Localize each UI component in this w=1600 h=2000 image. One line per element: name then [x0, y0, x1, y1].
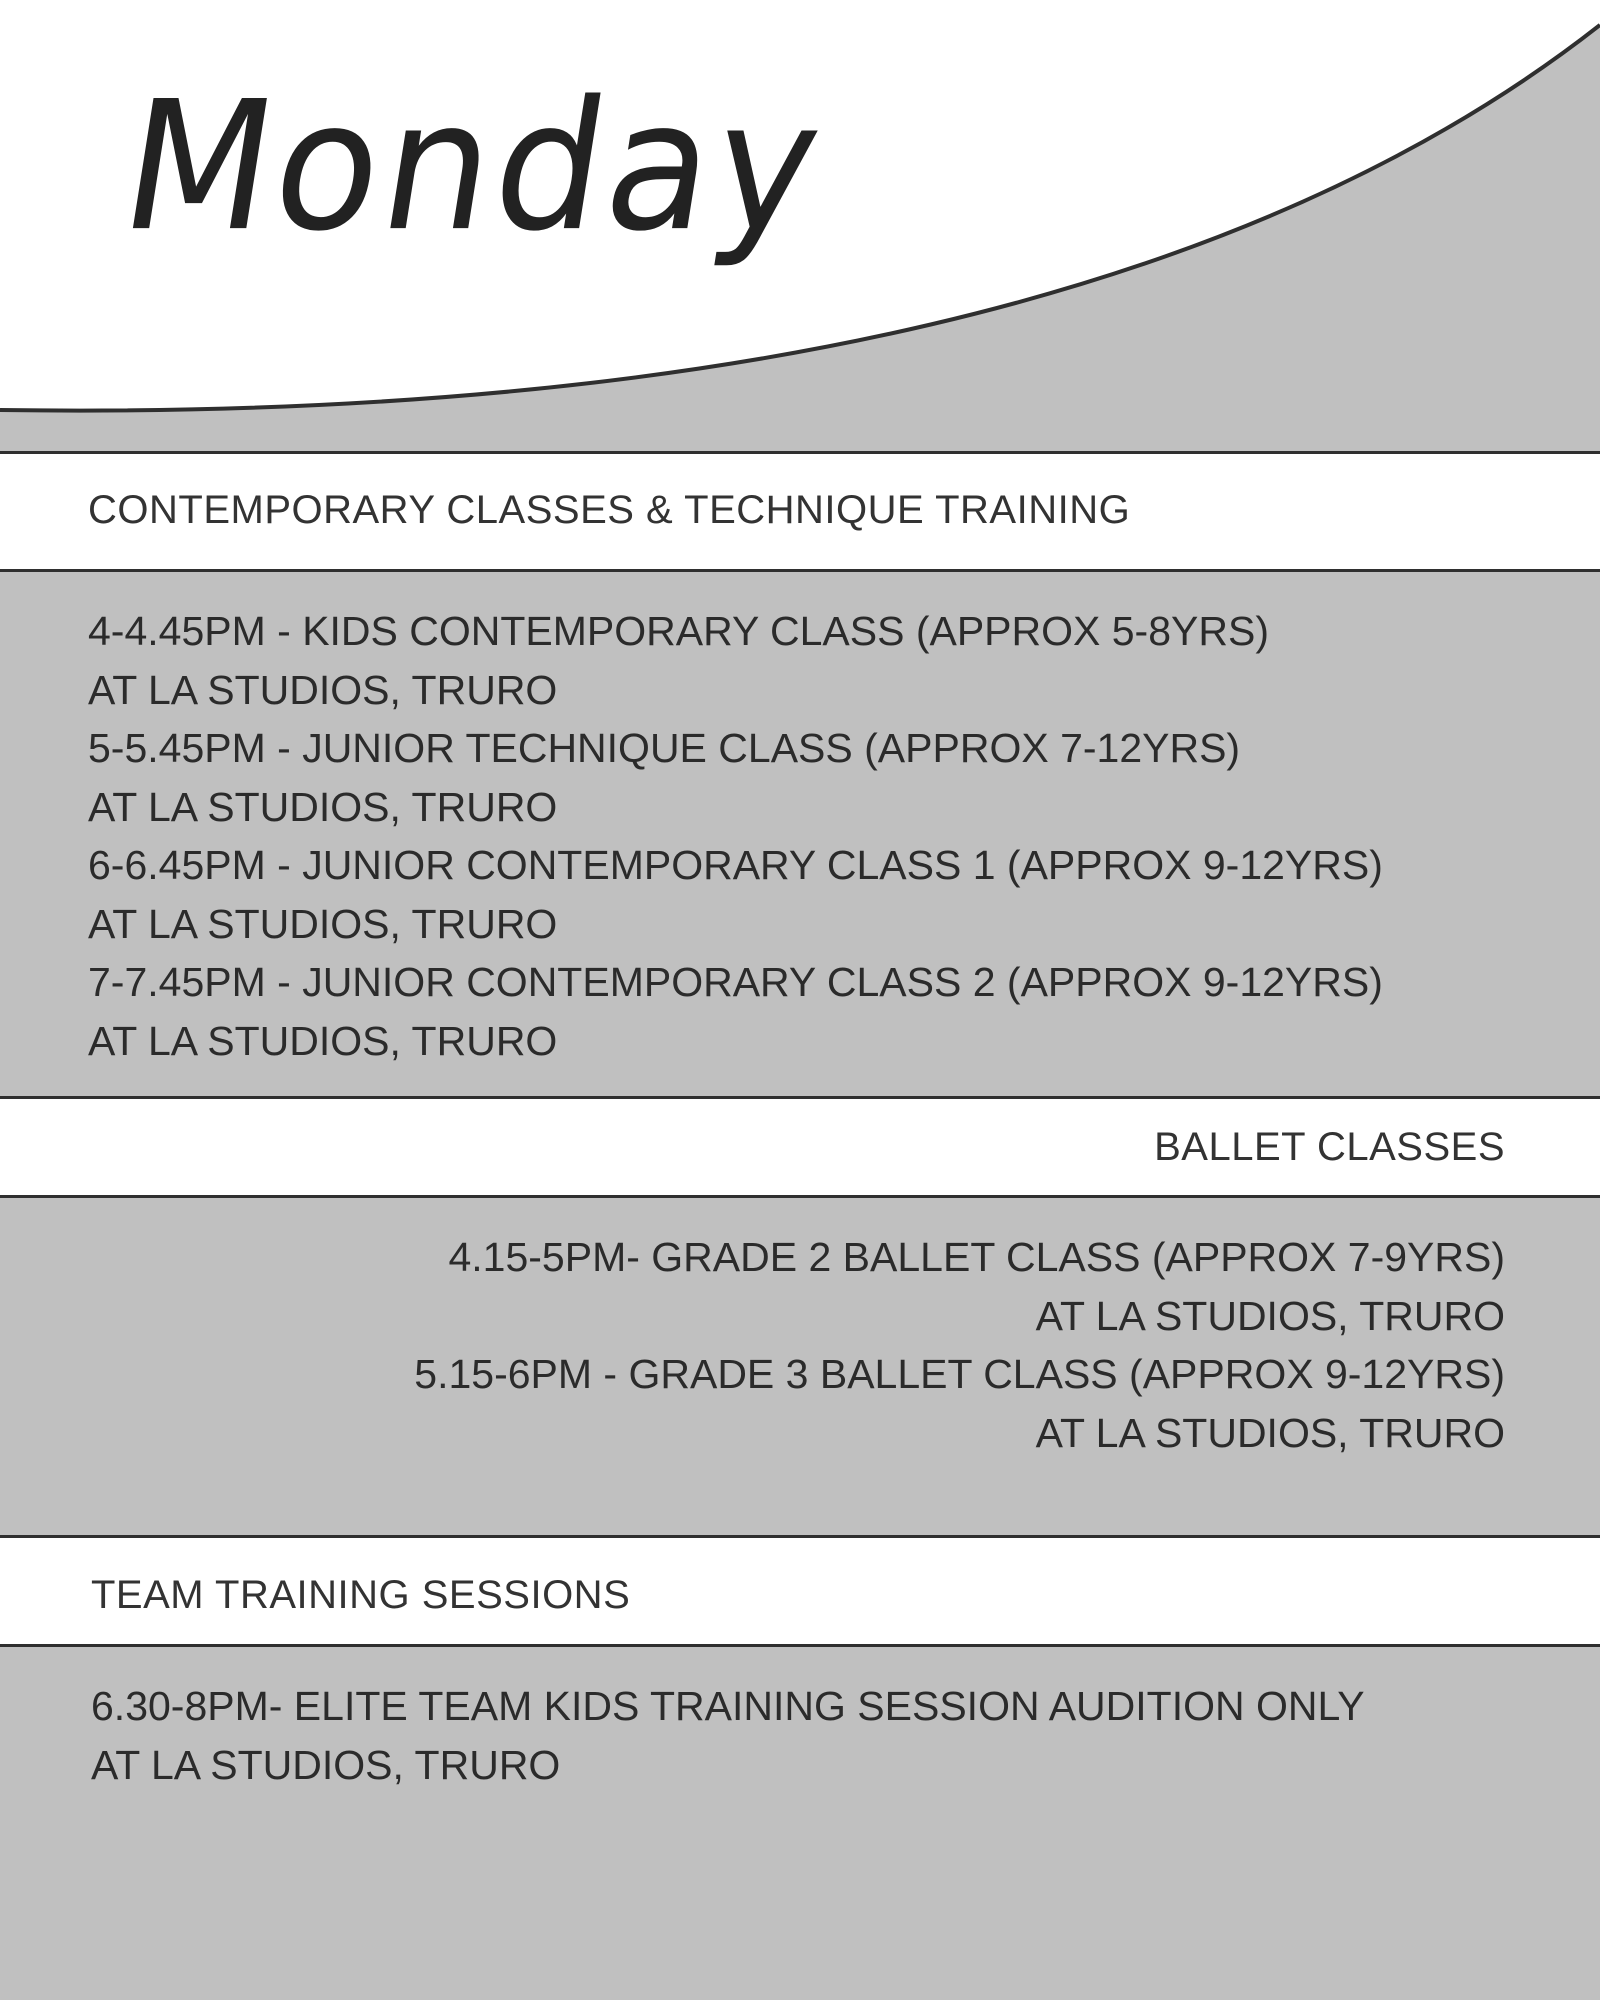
section-heading-contemporary: CONTEMPORARY CLASSES & TECHNIQUE TRAINING	[88, 488, 1131, 532]
entry-time-class: 6.30-8PM- ELITE TEAM KIDS TRAINING SESSION AUDITION ONLY	[91, 1683, 1365, 1729]
entry-list	[414, 1228, 1505, 1462]
section-body-ballet	[0, 1198, 1600, 1535]
entry-location: AT LA STUDIOS, TRURO	[91, 1741, 561, 1788]
entry-time-class: 5.15-6PM - GRADE 3 BALLET CLASS (APPROX 9-12YRS)	[414, 1351, 1505, 1397]
list-item	[88, 719, 1383, 836]
list-item	[414, 1228, 1505, 1345]
section-heading-band	[0, 454, 1600, 570]
list-item	[88, 836, 1383, 953]
section-heading-band	[0, 1538, 1600, 1645]
entry-time-class: 4-4.45PM - KIDS CONTEMPORARY CLASS (APPROX 5-8YRS)	[88, 608, 1269, 654]
list-item	[91, 1677, 1365, 1794]
entry-time-class: 7-7.45PM - JUNIOR CONTEMPORARY CLASS 2 (APPROX 9-12YRS)	[88, 959, 1383, 1005]
entry-list	[88, 602, 1383, 1070]
entry-location: AT LA STUDIOS, TRURO	[1035, 1409, 1505, 1456]
entry-location: AT LA STUDIOS, TRURO	[88, 900, 558, 947]
section-body-team	[0, 1647, 1600, 2000]
list-item	[414, 1345, 1505, 1462]
section-heading-team: TEAM TRAINING SESSIONS	[91, 1573, 631, 1617]
entry-time-class: 4.15-5PM- GRADE 2 BALLET CLASS (APPROX 7-9YRS)	[448, 1234, 1505, 1280]
entry-location: AT LA STUDIOS, TRURO	[88, 783, 558, 830]
entry-location: AT LA STUDIOS, TRURO	[88, 666, 558, 713]
entry-location: AT LA STUDIOS, TRURO	[1035, 1292, 1505, 1339]
section-heading-ballet: BALLET CLASSES	[1154, 1125, 1505, 1169]
page-title: Monday	[109, 63, 838, 272]
section-body-contemporary	[0, 572, 1600, 1096]
entry-time-class: 6-6.45PM - JUNIOR CONTEMPORARY CLASS 1 (APPROX 9-12YRS)	[88, 842, 1383, 888]
entry-time-class: 5-5.45PM - JUNIOR TECHNIQUE CLASS (APPROX 7-12YRS)	[88, 725, 1241, 771]
entry-list	[91, 1677, 1365, 1794]
list-item	[88, 602, 1383, 719]
section-heading-band	[0, 1099, 1600, 1196]
entry-location: AT LA STUDIOS, TRURO	[88, 1017, 558, 1064]
list-item	[88, 953, 1383, 1070]
